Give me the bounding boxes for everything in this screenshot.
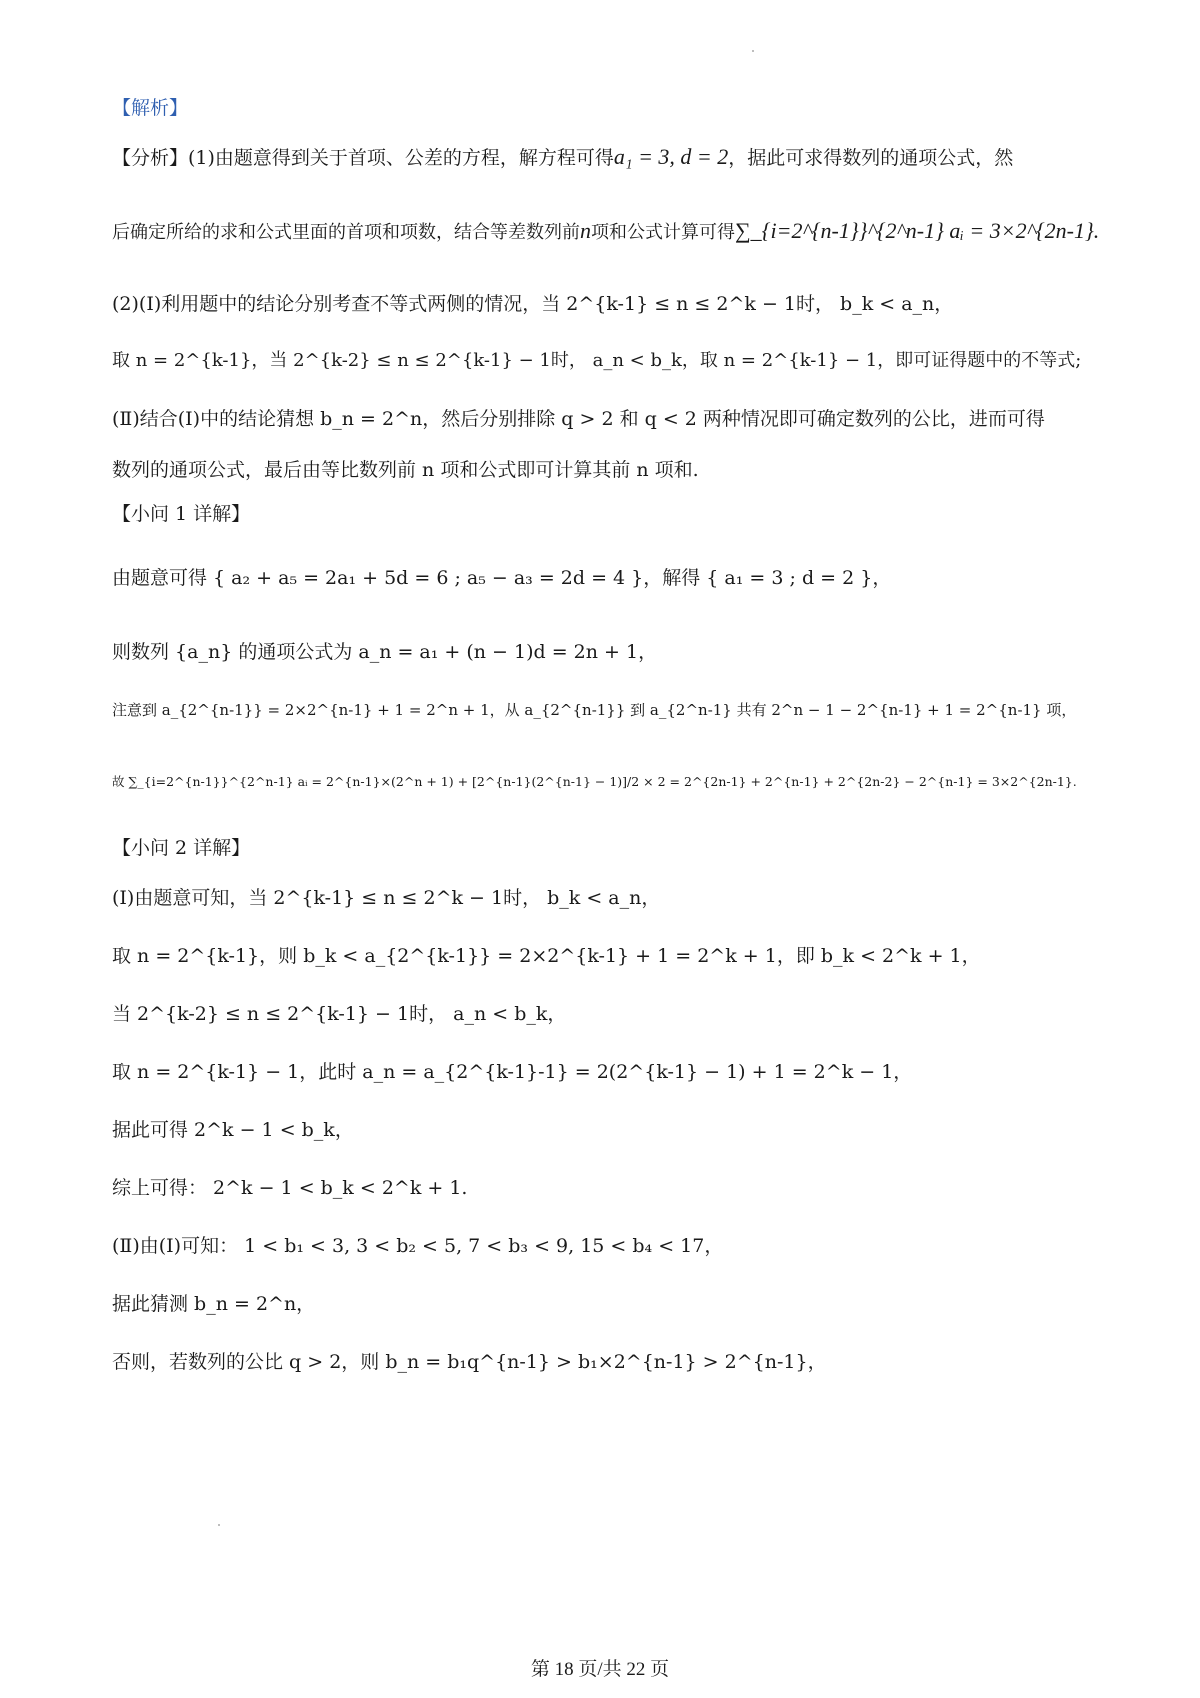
analysis-text: 后确定所给的求和公式里面的首项和项数，结合等差数列前 — [112, 222, 580, 243]
q2-line-5: 据此可得 2^k − 1 < b_k， — [112, 1119, 354, 1141]
analysis-line-2 — [112, 217, 1102, 247]
scan-speck — [218, 1524, 220, 1526]
q1-line-2: 则数列 {a_n} 的通项公式为 a_n = a₁ + (n − 1)d = 2n + 1， — [112, 641, 658, 663]
q2-line-6: 综上可得： 2^k − 1 < b_k < 2^k + 1. — [112, 1177, 468, 1199]
math-expression: a₁ = 3, d = 2 — [613, 144, 729, 169]
q2-line-3: 当 2^{k-2} ≤ n ≤ 2^{k-1} − 1时， a_n < b_k， — [112, 1003, 567, 1025]
page-number-footer: 第 18 页/共 22 页 — [530, 1659, 670, 1680]
math-variable: n — [580, 218, 591, 243]
analysis-text: 项和公式计算可得 — [591, 222, 735, 243]
analysis-line-1 — [112, 143, 1102, 172]
q2-line-2: 取 n = 2^{k-1}，则 b_k < a_{2^{k-1}} = 2×2^{k-1} + 1 = 2^k + 1，即 b_k < 2^k + 1， — [112, 945, 981, 967]
section-heading-q2: 【小问 2 详解】 — [112, 837, 251, 859]
scan-speck — [752, 50, 754, 52]
q1-line-3: 注意到 a_{2^{n-1}} = 2×2^{n-1} + 1 = 2^n + 1，从 a_{2^{n-1}} 到 a_{2^n-1} 共有 2^n − 1 − 2^{n-1} + 1 = 2^{n-1} 项， — [112, 701, 1077, 719]
math-expression: ∑_{i=2^{n-1}}^{2^n-1} aᵢ = 3×2^{2n-1}. — [735, 218, 1100, 243]
section-heading-q1: 【小问 1 详解】 — [112, 503, 251, 525]
q2-line-4: 取 n = 2^{k-1} − 1，此时 a_n = a_{2^{k-1}-1} = 2(2^{k-1} − 1) + 1 = 2^k − 1， — [112, 1061, 913, 1083]
analysis-line-3: (2)(Ⅰ)利用题中的结论分别考查不等式两侧的情况，当 2^{k-1} ≤ n ≤ 2^k − 1时， b_k < a_n， — [112, 293, 954, 315]
q2-line-1: (Ⅰ)由题意可知，当 2^{k-1} ≤ n ≤ 2^k − 1时， b_k < a_n， — [112, 887, 661, 909]
analysis-text: 【分析】(1)由题意得到关于首项、公差的方程，解方程可得 — [112, 147, 614, 169]
q2-line-9: 否则，若数列的公比 q > 2，则 b_n = b₁q^{n-1} > b₁×2^{n-1} > 2^{n-1}， — [112, 1351, 827, 1373]
section-heading-analysis: 【解析】 — [112, 97, 189, 119]
analysis-text: ，据此可求得数列的通项公式，然 — [728, 147, 1014, 169]
q2-line-7: (Ⅱ)由(Ⅰ)可知： 1 < b₁ < 3, 3 < b₂ < 5, 7 < b₃ < 9, 15 < b₄ < 17， — [112, 1235, 724, 1257]
analysis-line-4: 取 n = 2^{k-1}，当 2^{k-2} ≤ n ≤ 2^{k-1} − 1时， a_n < b_k，取 n = 2^{k-1} − 1，即可证得题中的不等式; — [112, 350, 1082, 371]
q1-line-1: 由题意可得 { a₂ + a₅ = 2a₁ + 5d = 6 ; a₅ − a₃ = 2d = 4 }，解得 { a₁ = 3 ; d = 2 }， — [112, 567, 892, 589]
analysis-line-6: 数列的通项公式，最后由等比数列前 n 项和公式即可计算其前 n 项和. — [112, 459, 699, 481]
analysis-line-5: (Ⅱ)结合(Ⅰ)中的结论猜想 b_n = 2^n，然后分别排除 q > 2 和 q < 2 两种情况即可确定数列的公比，进而可得 — [112, 408, 1045, 430]
q2-line-8: 据此猜测 b_n = 2^n， — [112, 1293, 316, 1315]
q1-line-4: 故 ∑_{i=2^{n-1}}^{2^n-1} aᵢ = 2^{n-1}×(2^n + 1) + [2^{n-1}(2^{n-1} − 1)]/2 × 2 = 2^{2n-1} + 2^{n-1} + 2^{2n-2} − 2^{n-1} = 3×2^{2n-1}. — [112, 774, 1077, 789]
